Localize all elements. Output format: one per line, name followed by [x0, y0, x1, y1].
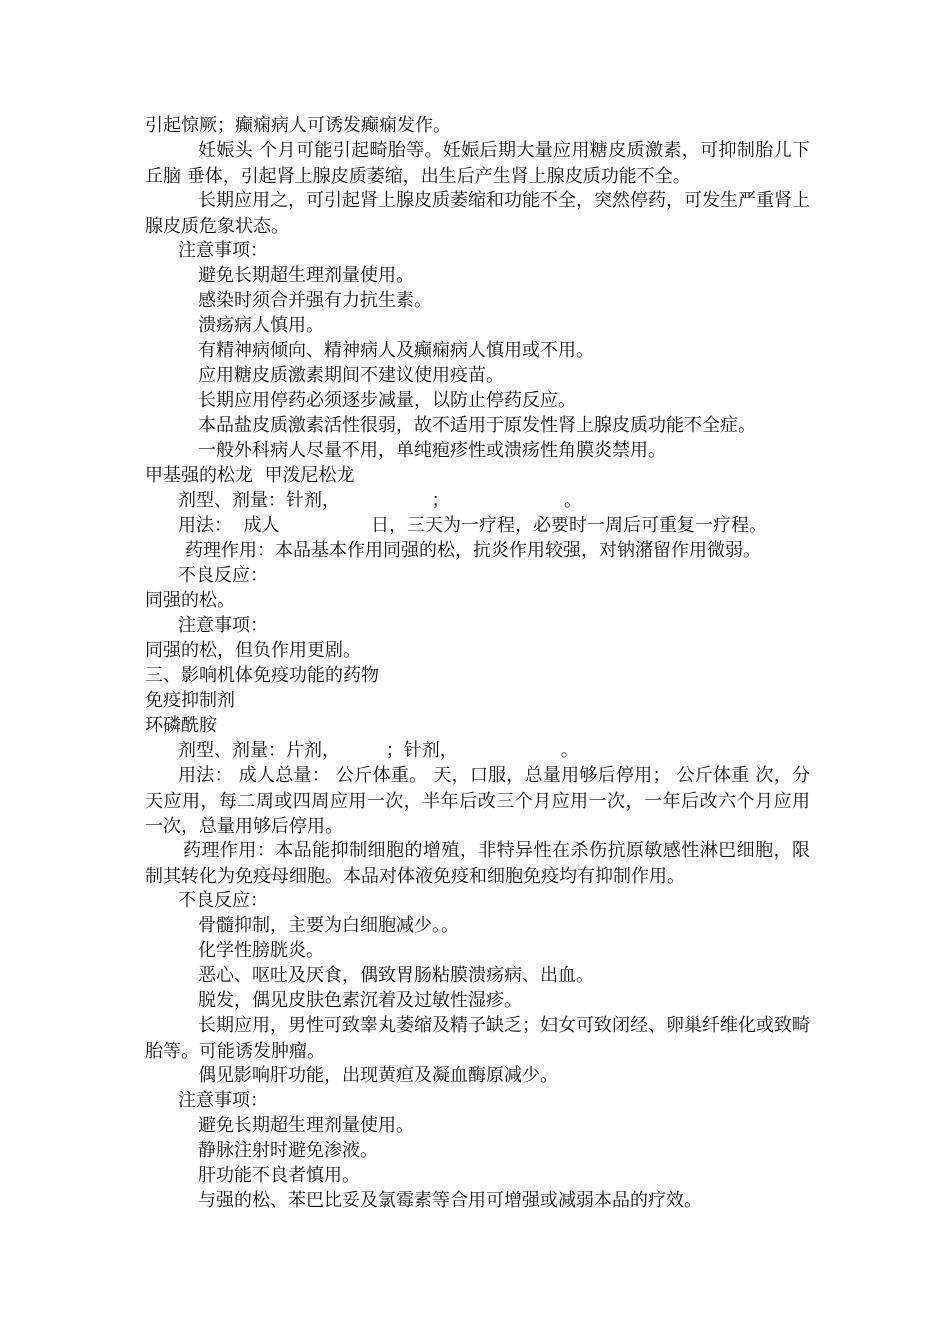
pharmacology-line: 药理作用：本品基本作用同强的松，抗炎作用较强，对钠潴留作用微弱。 [185, 540, 761, 561]
paragraph: 长期应用之，可引起肾上腺皮质萎缩和功能不全，突然停药，可发生严重肾上腺皮质危象状态。 [145, 190, 810, 237]
pharmacology-paragraph: 药理作用：本品能抑制细胞的增殖，非特异性在杀伤抗原敏感性淋巴细胞，限制其转化为免疫母细胞。本品对体液免疫和细胞免疫均有抑制作用。 [145, 840, 810, 887]
section-heading: 注意事项： [178, 615, 268, 636]
list-item: 骨髓抑制，主要为白细胞减少。。 [198, 915, 459, 936]
list-item: 肝功能不良者慎用。 [198, 1165, 360, 1186]
list-item: 应用糖皮质激素期间不建议使用疫苗。 [198, 365, 504, 386]
dosage-line: 剂型、剂量：片剂， ；针剂， 。 [178, 740, 579, 761]
section-heading: 注意事项： [178, 1090, 268, 1111]
drug-title: 环磷酰胺 [145, 715, 217, 736]
list-item: 长期应用，男性可致睾丸萎缩及精子缺乏；妇女可致闭经、卵巢纤维化或致畸胎等。可能诱发肿瘤。 [145, 1015, 810, 1062]
paragraph: 妊娠头 个月可能引起畸胎等。妊娠后期大量应用糖皮质激素，可抑制胎儿下丘脑 垂体，引起肾上腺皮质萎缩，出生后产生肾上腺皮质功能不全。 [145, 140, 810, 187]
drug-title: 甲基强的松龙 甲泼尼松龙 [145, 465, 355, 486]
list-item: 化学性膀胱炎。 [198, 940, 324, 961]
text-line: 引起惊厥；癫痫病人可诱发癫痫发作。 [145, 115, 451, 136]
list-item: 有精神病倾向、精神病人及癫痫病人慎用或不用。 [198, 340, 594, 361]
list-item: 避免长期超生理剂量使用。 [198, 265, 414, 286]
list-item: 偶见影响肝功能，出现黄疸及凝血酶原减少。 [198, 1065, 558, 1086]
list-item: 一般外科病人尽量不用，单纯疱疹性或溃疡性角膜炎禁用。 [198, 440, 666, 461]
text-line: 同强的松，但负作用更剧。 [145, 640, 361, 661]
list-item: 恶心、呕吐及厌食，偶致胃肠粘膜溃疡病、出血。 [198, 965, 594, 986]
section-heading: 不良反应： [178, 890, 268, 911]
list-item: 避免长期超生理剂量使用。 [198, 1115, 414, 1136]
list-item: 溃疡病人慎用。 [198, 315, 324, 336]
list-item: 与强的松、苯巴比妥及氯霉素等合用可增强或减弱本品的疗效。 [198, 1190, 702, 1211]
section-heading: 注意事项： [178, 240, 268, 261]
usage-line: 用法： 成人 日，三天为一疗程，必要时一周后可重复一疗程。 [178, 515, 767, 536]
subsection-heading: 免疫抑制剂 [145, 690, 235, 711]
list-item: 本品盐皮质激素活性很弱，故不适用于原发性肾上腺皮质功能不全症。 [198, 415, 756, 436]
usage-paragraph: 用法： 成人总量： 公斤体重。 天，口服，总量用够后停用； 公斤体重 次，分 天应用，每二周或四周应用一次，半年后改三个月应用一次，一年后改六个月应用一次，总量用够后停用。 [145, 765, 810, 837]
chapter-heading: 三、影响机体免疫功能的药物 [145, 665, 379, 686]
list-item: 感染时须合并强有力抗生素。 [198, 290, 432, 311]
dosage-line: 剂型、剂量：针剂， ； 。 [178, 490, 582, 511]
section-heading: 不良反应： [178, 565, 268, 586]
text-line: 同强的松。 [145, 590, 235, 611]
list-item: 静脉注射时避免渗液。 [198, 1140, 378, 1161]
list-item: 脱发，偶见皮肤色素沉着及过敏性湿疹。 [198, 990, 522, 1011]
list-item: 长期应用停药必须逐步减量，以防止停药反应。 [198, 390, 576, 411]
